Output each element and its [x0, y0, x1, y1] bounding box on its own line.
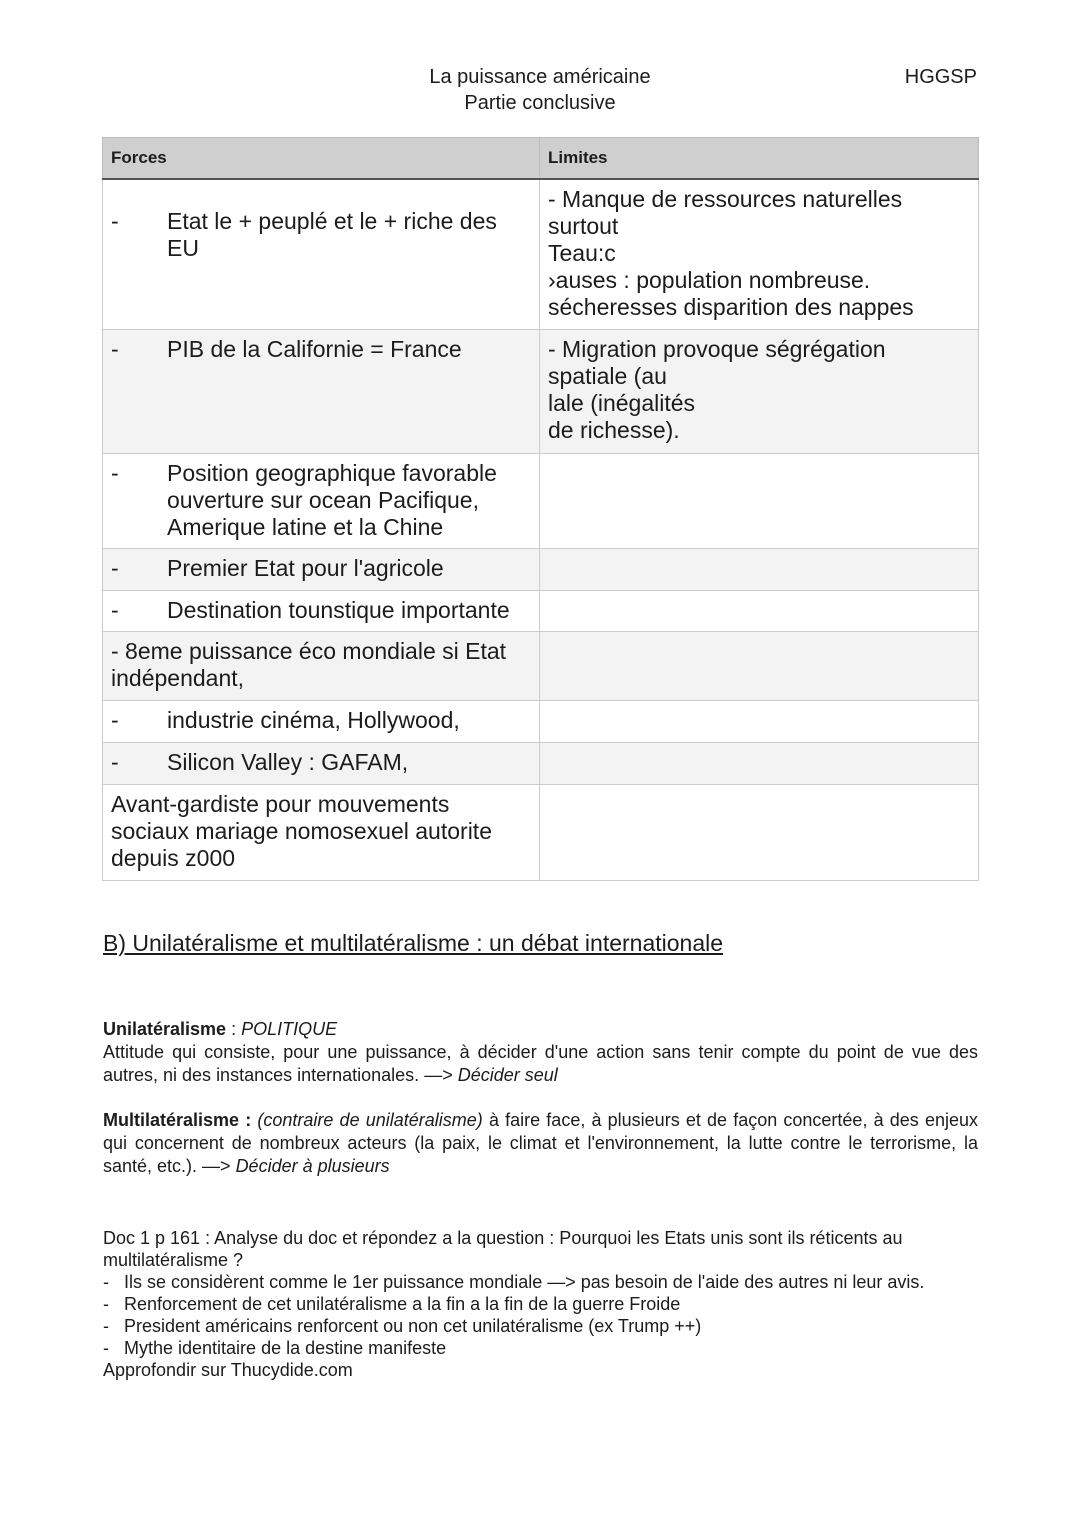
document-subtitle: Partie conclusive — [464, 92, 616, 114]
limite-cell — [540, 631, 979, 700]
table-header-row — [103, 138, 979, 180]
limite-cell — [540, 179, 979, 329]
table-row — [103, 179, 979, 329]
doc-question: Doc 1 p 161 : Analyse du doc et répondez a la question : Pourquoi les Etats unis sont ils réticents au multilatéralisme ? — [103, 1228, 903, 1270]
bullet-dash: - — [111, 554, 119, 581]
answer-text: President américains renforcent ou non cet unilatéralisme (ex Trump ++) — [124, 1316, 702, 1336]
limites-header: Limites — [540, 138, 979, 180]
force-text: - 8eme puissance éco mondiale si Etat indépendant, — [111, 637, 507, 691]
multilateralisme-term: Multilatéralisme : — [103, 1110, 252, 1130]
limite-cell — [540, 453, 979, 548]
table-row — [103, 631, 979, 700]
force-text: Premier Etat pour l'agricole — [167, 554, 444, 581]
force-cell — [103, 631, 540, 700]
subject-label: HGGSP — [904, 66, 977, 88]
list-item: - Renforcement de cet unilatéralisme a la fin a la fin de la guerre Froide — [103, 1294, 681, 1314]
force-text: Destination tounstique importante — [167, 596, 510, 623]
list-item: - Ils se considèrent comme le 1er puissance mondiale —> pas besoin de l'aide des autres ni leur avis. — [103, 1272, 925, 1292]
force-cell — [103, 590, 540, 631]
force-cell — [103, 784, 540, 880]
document-title: La puissance américaine — [429, 66, 651, 88]
force-text: PIB de la Californie = France — [167, 335, 462, 362]
force-text: Etat le + peuplé et le + riche des EU — [167, 208, 497, 261]
table-row — [103, 784, 979, 880]
limite-cell — [540, 548, 979, 590]
multilateralisme-text: à faire face, à plusieurs et de façon concertée, à des enjeux qui concernent de nombreux acteurs (la paix, le climat et l'environnement, la lutte contre le terrorisme, la santé, etc.). —> — [103, 1110, 978, 1176]
section-b-title: B) Unilatéralisme et multilatéralisme : un débat internationale — [103, 930, 724, 956]
forces-limites-table — [102, 137, 979, 881]
force-cell — [103, 742, 540, 784]
doc-footer-note: Approfondir sur Thucydide.com — [103, 1360, 353, 1380]
limite-cell — [540, 784, 979, 880]
limite-text: - Manque de ressources naturelles surtout Teau:c ›auses : population nombreuse. sécheresses disparition des nappes — [548, 186, 914, 320]
answer-text: Renforcement de cet unilatéralisme a la fin a la fin de la guerre Froide — [124, 1294, 681, 1314]
forces-header: Forces — [103, 138, 540, 180]
bullet-dash: - — [111, 208, 119, 234]
force-text: industrie cinéma, Hollywood, — [167, 706, 460, 733]
list-item: - Mythe identitaire de la destine manifeste — [103, 1338, 447, 1358]
table-row — [103, 453, 979, 548]
doc-question-block — [103, 1227, 978, 1381]
force-text: Silicon Valley : GAFAM, — [167, 748, 409, 775]
term-separator: : — [226, 1019, 242, 1039]
force-cell — [103, 548, 540, 590]
limite-cell — [540, 742, 979, 784]
force-cell — [103, 700, 540, 742]
answer-list — [103, 1271, 978, 1359]
table-row — [103, 590, 979, 631]
multilateralisme-definition — [103, 1109, 978, 1178]
bullet-dash: - — [111, 335, 119, 362]
force-text: Avant-gardiste pour mouvements sociaux mariage nomosexuel autorite depuis z000 — [111, 790, 492, 871]
bullet-dash: - — [111, 459, 119, 486]
limite-cell — [540, 329, 979, 453]
force-cell — [103, 329, 540, 453]
table-row — [103, 742, 979, 784]
force-cell — [103, 453, 540, 548]
unilateralisme-tag: POLITIQUE — [241, 1019, 338, 1039]
unilateralisme-term: Unilatéralisme — [103, 1019, 227, 1039]
unilateralisme-text: Attitude qui consiste, pour une puissance, à décider d'une action sans tenir compte du point de vue des autres, ni des instances internationales. —> — [103, 1042, 978, 1085]
limite-cell — [540, 700, 979, 742]
bullet-dash: - — [111, 748, 119, 775]
list-item: - President américains renforcent ou non cet unilatéralisme (ex Trump ++) — [103, 1316, 702, 1336]
table-row — [103, 548, 979, 590]
force-cell — [103, 179, 540, 329]
multilateralisme-summary: Décider à plusieurs — [235, 1156, 390, 1176]
table-row — [103, 329, 979, 453]
unilateralisme-summary: Décider seul — [457, 1065, 558, 1085]
answer-text: Ils se considèrent comme le 1er puissance mondiale —> pas besoin de l'aide des autres ni leur avis. — [124, 1272, 925, 1292]
limite-cell — [540, 590, 979, 631]
answer-text: Mythe identitaire de la destine manifeste — [124, 1338, 447, 1358]
force-text: Position geographique favorable ouverture sur ocean Pacifique, Amerique latine et la Chine — [167, 459, 497, 540]
table-row — [103, 700, 979, 742]
bullet-dash: - — [111, 706, 119, 733]
multilateralisme-paren: (contraire de unilatéralisme) — [257, 1110, 483, 1130]
bullet-dash: - — [111, 596, 119, 623]
unilateralisme-definition — [103, 1018, 978, 1087]
limite-text: - Migration provoque ségrégation spatiale (au lale (inégalités de richesse). — [548, 335, 886, 443]
